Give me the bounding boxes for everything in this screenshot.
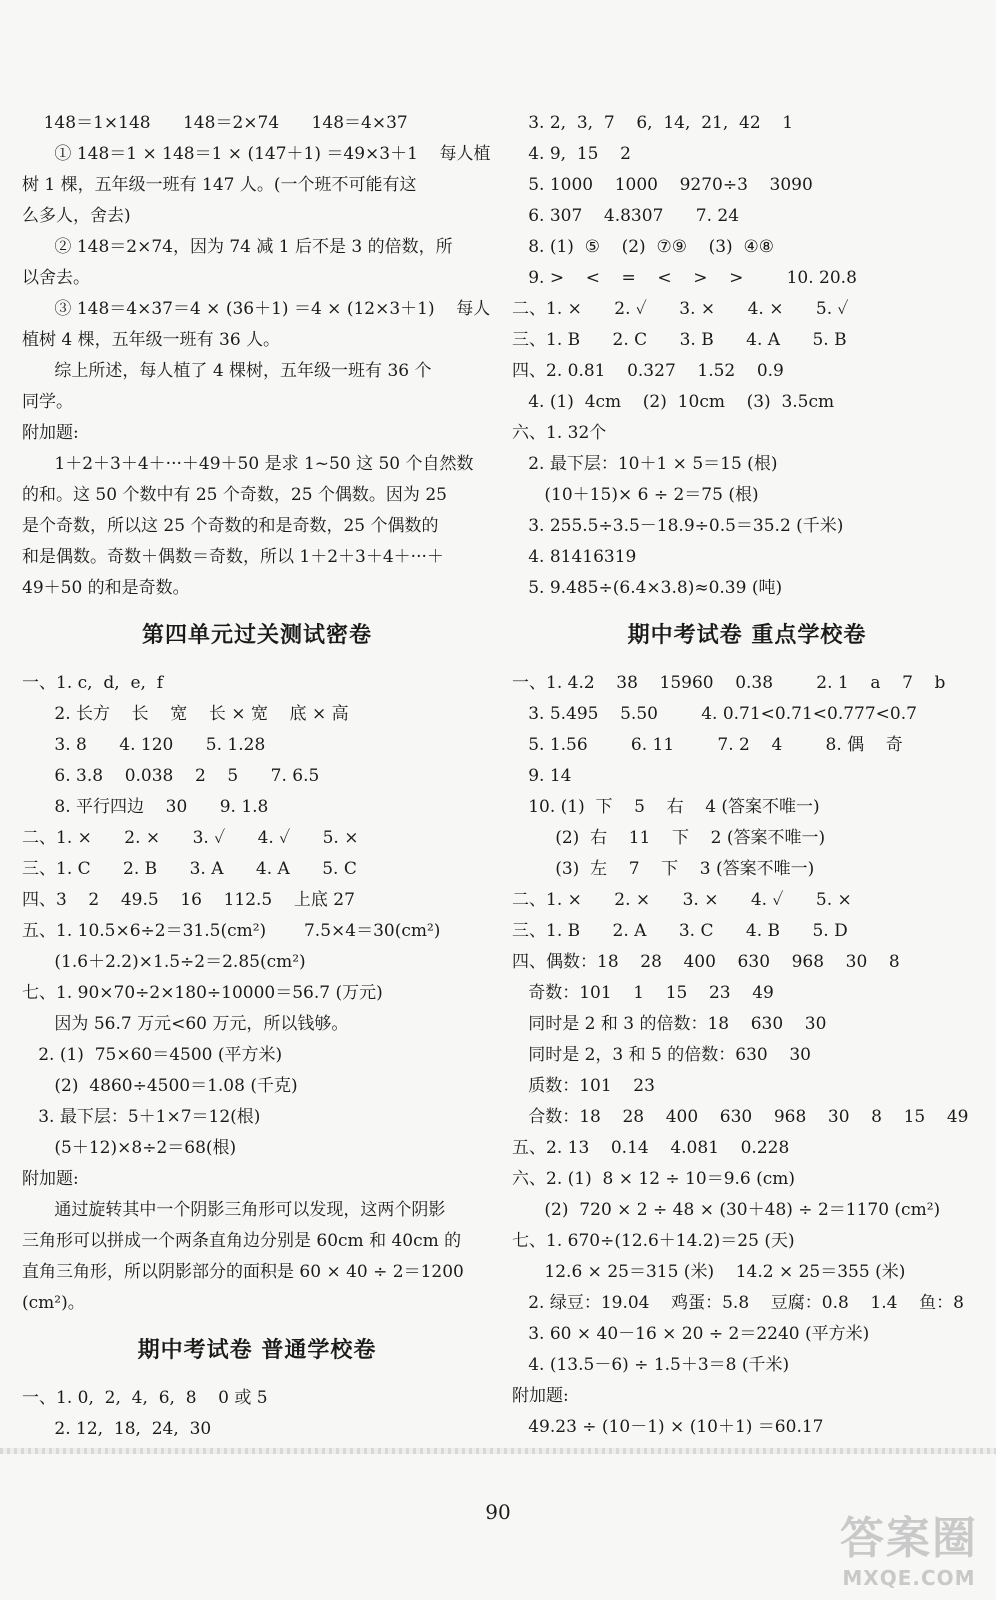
answer-line: 的和。这 50 个数中有 25 个奇数，25 个偶数。因为 25 <box>22 485 447 505</box>
answer-line: 三、1. B 2. A 3. C 4. B 5. D <box>512 921 848 941</box>
answer-line: 3. 60 × 40－16 × 20 ÷ 2＝2240 (平方米) <box>512 1324 870 1344</box>
answer-line: (2) 右 11 下 2 (答案不唯一) <box>512 828 826 848</box>
answer-line: 四、2. 0.81 0.327 1.52 0.9 <box>512 361 784 381</box>
answer-line: 同学。 <box>22 392 73 412</box>
answer-line: 8. 平行四边 30 9. 1.8 <box>22 797 269 817</box>
answer-line: 5. 1000 1000 9270÷3 3090 <box>512 175 813 195</box>
answer-line: 4. 81416319 <box>512 547 637 567</box>
answer-line: 4. 9, 15 2 <box>512 144 631 164</box>
answer-line: (1.6＋2.2)×1.5÷2＝2.85(cm²) <box>22 952 306 972</box>
answer-line: 六、2. (1) 8 × 12 ÷ 10＝9.6 (cm) <box>512 1169 796 1189</box>
right-answer-column <box>512 108 982 1443</box>
answer-line: ③ 148＝4×37＝4 × (36＋1) ＝4 × (12×3＋1) 每人 <box>22 299 491 319</box>
section-heading: 期中考试卷 重点学校卷 <box>627 623 867 648</box>
answer-line: ② 148＝2×74，因为 74 减 1 后不是 3 的倍数，所 <box>22 237 453 257</box>
answer-line: 148＝1×148 148＝2×74 148＝4×37 <box>22 113 408 133</box>
answer-line: 6. 3.8 0.038 2 5 7. 6.5 <box>22 766 320 786</box>
answer-line: 9. 14 <box>512 766 572 786</box>
answer-line: 同时是 2 和 3 的倍数：18 630 30 <box>512 1014 827 1034</box>
answer-line: 植树 4 棵，五年级一班有 36 人。 <box>22 330 281 350</box>
answer-line: 10. (1) 下 5 右 4 (答案不唯一) <box>512 797 820 817</box>
answer-line: 六、1. 32个 <box>512 423 607 443</box>
answer-line: 2. 最下层：10＋1 × 5＝15 (根) <box>512 454 778 474</box>
answer-line: 12.6 × 25＝315 (米) 14.2 × 25＝355 (米) <box>512 1262 906 1282</box>
section-heading: 期中考试卷 普通学校卷 <box>137 1338 377 1363</box>
answer-line: 因为 56.7 万元<60 万元，所以钱够。 <box>22 1014 349 1034</box>
answer-line: 三、1. B 2. C 3. B 4. A 5. B <box>512 330 847 350</box>
answer-line: 8. (1) ⑤ (2) ⑦⑨ (3) ④⑧ <box>512 237 774 257</box>
answer-line: 同时是 2，3 和 5 的倍数：630 30 <box>512 1045 811 1065</box>
answer-line: 49＋50 的和是奇数。 <box>22 578 190 598</box>
answer-line: 奇数：101 1 15 23 49 <box>512 983 774 1003</box>
watermark-logo <box>840 1502 978 1590</box>
answer-line: 七、1. 90×70÷2×180÷10000＝56.7 (万元) <box>22 983 383 1003</box>
answer-line: 3. 最下层：5＋1×7＝12(根) <box>22 1107 261 1127</box>
answer-line: 七、1. 670÷(12.6＋14.2)＝25 (天) <box>512 1231 795 1251</box>
answer-line: 合数：18 28 400 630 968 30 8 15 49 <box>512 1107 969 1127</box>
answer-line: 3. 5.495 5.50 4. 0.71<0.71<0.777<0.7 <box>512 704 917 724</box>
answer-line: 2. 绿豆：19.04 鸡蛋：5.8 豆腐：0.8 1.4 鱼：8 <box>512 1293 964 1313</box>
answer-line: 二、1. × 2. × 3. × 4. ✓ 5. × <box>512 890 852 910</box>
page-number: 90 <box>485 1500 511 1524</box>
answer-line: 和是偶数。奇数＋偶数＝奇数，所以 1＋2＋3＋4＋···＋ <box>22 547 444 567</box>
answer-line: 4. (13.5－6) ÷ 1.5＋3＝8 (千米) <box>512 1355 790 1375</box>
answer-line: 3. 2, 3, 7 6, 14, 21, 42 1 <box>512 113 794 133</box>
answer-line: 以舍去。 <box>22 268 90 288</box>
answer-line: ① 148＝1 × 148＝1 × (147＋1) ＝49×3＋1 每人植 <box>22 144 491 164</box>
watermark-url: MXQE.COM <box>842 1566 976 1590</box>
left-answer-column <box>22 108 492 1445</box>
answer-line: (10＋15)× 6 ÷ 2＝75 (根) <box>512 485 759 505</box>
answer-line: 四、偶数：18 28 400 630 968 30 8 <box>512 952 900 972</box>
answer-line: 3. 8 4. 120 5. 1.28 <box>22 735 266 755</box>
section-heading: 第四单元过关测试密卷 <box>141 623 372 648</box>
answer-line: 二、1. × 2. ✓ 3. × 4. × 5. ✓ <box>512 299 849 319</box>
answer-line: 综上所述，每人植了 4 棵树，五年级一班有 36 个 <box>22 361 432 381</box>
answer-line: 三、1. C 2. B 3. A 4. A 5. C <box>22 859 357 879</box>
answer-line: 通过旋转其中一个阴影三角形可以发现，这两个阴影 <box>22 1200 446 1220</box>
answer-line: 5. 1.56 6. 11 7. 2 4 8. 偶 奇 <box>512 735 903 755</box>
answer-line: 么多人，舍去) <box>22 206 131 226</box>
answer-line: 一、1. c, d, e, f <box>22 673 164 693</box>
answer-line: 四、3 2 49.5 16 112.5 上底 27 <box>22 890 355 910</box>
answer-line: 一、1. 4.2 38 15960 0.38 2. 1 a 7 b <box>512 673 946 693</box>
answer-line: 49.23 ÷ (10－1) × (10＋1) ＝60.17 <box>512 1417 824 1437</box>
answer-line: 6. 307 4.8307 7. 24 <box>512 206 740 226</box>
watermark-text: 答案圈 <box>840 1513 978 1564</box>
answer-line: 五、2. 13 0.14 4.081 0.228 <box>512 1138 790 1158</box>
answer-line: 三角形可以拼成一个两条直角边分别是 60cm 和 40cm 的 <box>22 1231 462 1251</box>
answer-line: 五、1. 10.5×6÷2＝31.5(cm²) 7.5×4＝30(cm²) <box>22 921 441 941</box>
answer-line: 2. 12, 18, 24, 30 <box>22 1419 212 1439</box>
answer-line: 1＋2＋3＋4＋···＋49＋50 是求 1~50 这 50 个自然数 <box>22 454 474 474</box>
answer-line: 直角三角形，所以阴影部分的面积是 60 × 40 ÷ 2＝1200 <box>22 1262 464 1282</box>
answer-line: 9. > < = < > > 10. 20.8 <box>512 268 857 288</box>
answer-line: 是个奇数，所以这 25 个奇数的和是奇数，25 个偶数的 <box>22 516 439 536</box>
answer-line: 质数：101 23 <box>512 1076 655 1096</box>
answer-line: (cm²)。 <box>22 1293 85 1313</box>
answer-line: 4. (1) 4cm (2) 10cm (3) 3.5cm <box>512 392 835 412</box>
answer-line: (2) 4860÷4500＝1.08 (千克) <box>22 1076 298 1096</box>
answer-line: (5＋12)×8÷2＝68(根) <box>22 1138 237 1158</box>
answer-line: 5. 9.485÷(6.4×3.8)≈0.39 (吨) <box>512 578 783 598</box>
footer-divider <box>0 1448 996 1454</box>
answer-line: 树 1 棵，五年级一班有 147 人。(一个班不可能有这 <box>22 175 417 195</box>
answer-line: 3. 255.5÷3.5－18.9÷0.5＝35.2 (千米) <box>512 516 844 536</box>
answer-line: 二、1. × 2. × 3. ✓ 4. ✓ 5. × <box>22 828 359 848</box>
answer-line: 2. (1) 75×60＝4500 (平方米) <box>22 1045 283 1065</box>
answer-line: 2. 长方 长 宽 长 × 宽 底 × 高 <box>22 704 349 724</box>
answer-line: 附加题: <box>512 1386 569 1406</box>
answer-line: 附加题: <box>22 423 79 443</box>
answer-line: (3) 左 7 下 3 (答案不唯一) <box>512 859 815 879</box>
answer-line: 一、1. 0, 2, 4, 6, 8 0 或 5 <box>22 1388 268 1408</box>
answer-line: (2) 720 × 2 ÷ 48 × (30＋48) ÷ 2＝1170 (cm²) <box>512 1200 941 1220</box>
answer-line: 附加题: <box>22 1169 79 1189</box>
